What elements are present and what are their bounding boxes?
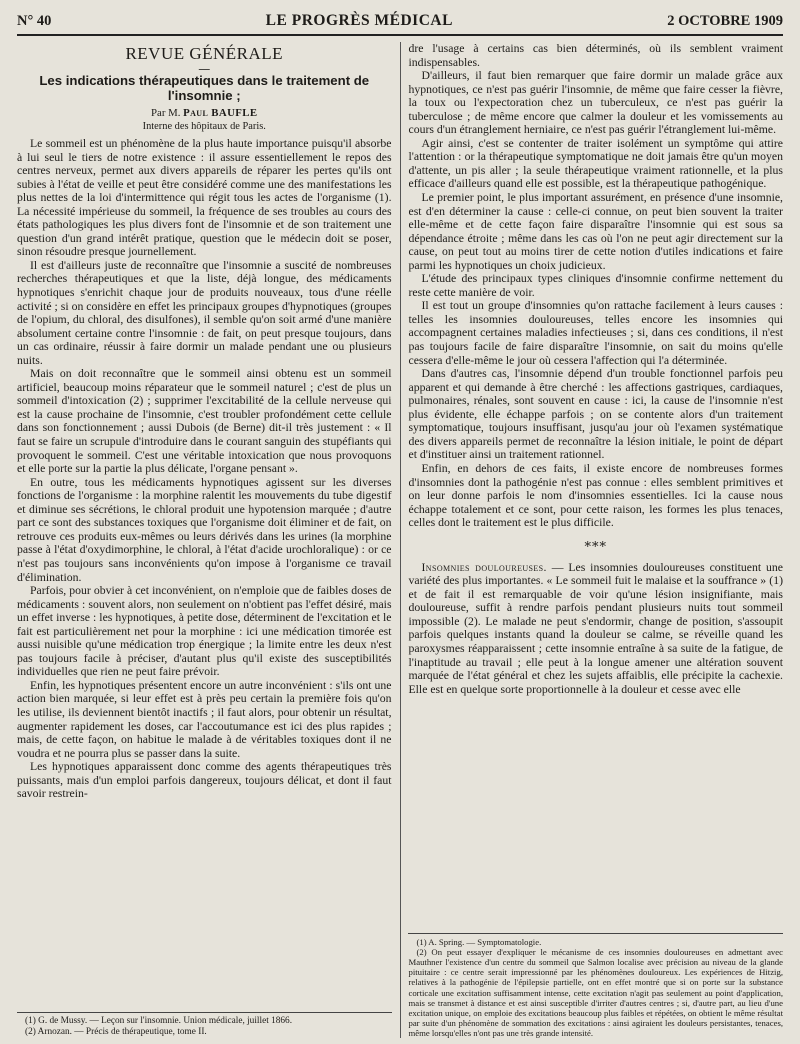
paragraph-insomnies-douloureuses	[408, 561, 783, 696]
two-column-body	[17, 42, 783, 1038]
paragraph: Enfin, en dehors de ces faits, il existe encore de nombreuses formes d'insomnies dont la pathogénie n'est pas connue : elles semblent primitives et on leur donne parfois le nom d'insomnies essentielles. Ici la cause nous échappe totalement et ce sont, pour cette raison, les formes les plus tenaces, celles dont le traitement est le plus difficile.	[408, 461, 783, 530]
footnote: (2) On peut essayer d'expliquer le mécanisme de ces insomnies douloureuses en admettant avec Mauthner l'existence d'un centre du sommeil que Salmon localise avec précision au niveau de la glande pituitaire : ce centre serait impressionné par les phénomènes douloureux. Les expériences de Hitzig, relatives à la pathogénie de l'épilepsie partielle, ont en effet montré que si on porte sur la substance corticale une excitation suffisamment intense, cette excitation n'agit pas seulement au point d'application, mais se transmet à distance et est ainsi susceptible d'irriter d'autres centres ; si, d'autre part, au lieu d'une excitation unique, on emploie des excitations beaucoup plus faibles et répétées, on obtient le même résultat par suite d'un phénomène de sommation des excitations : ainsi agiraient les douleurs persistantes, tenaces, même lorsqu'elles n'ont pas une très grande intensité.	[408, 947, 783, 1038]
paragraph: Dans d'autres cas, l'insomnie dépend d'un trouble fonctionnel parfois peu apparent et qui demande à être cherché : les affections gastriques, cardiaques, pulmonaires, rénales, sont souvent en cause : ici, la cause de l'insomnie n'est plus évidente, elle échappe parfois ; on se contente alors d'un traitement symptomatique, toujours insuffisant, jusqu'au jour où l'examen systématique des divers appareils permet de reconnaître la lésion initiale, le point de départ et d'instituer ainsi un traitement rationnel.	[408, 367, 783, 462]
author-prefix: Par M.	[151, 107, 184, 119]
author-affiliation: Interne des hôpitaux de Paris.	[142, 121, 266, 132]
paragraph: Agir ainsi, c'est se contenter de traiter isolément un symptôme qui attire l'attention : or la thérapeutique symptomatique ne doit jamais être qu'un moyen d'attente, un pis aller ; la seule thérapeutique vraiment rationnelle, et la plus efficace d'ailleurs quand elle est possible, est la thérapeutique pathogénique.	[408, 136, 783, 191]
right-column	[408, 42, 783, 1038]
header-rule	[17, 34, 783, 36]
paragraph: Parfois, pour obvier à cet inconvénient, on n'emploie que de faibles doses de médicaments : souvent alors, non seulement on n'obtient pas l'effet désiré, mais un effet inverse : les hypnotiques, à petite dose, déterminent de l'excitation et le fait est particulièrement net pour la morphine : ici une médication timorée est aussi nuisible qu'une médication trop énergique ; la limite entre les deux n'est pas toujours facile à préciser, d'autant plus qu'il existe des susceptibilités individuelles que rien ne peut faire prévoir.	[17, 584, 392, 679]
left-column	[17, 42, 392, 1038]
paragraph: Le sommeil est un phénomène de la plus haute importance puisqu'il absorbe à lui seul le tiers de notre existence : il assure essentiellement le repos des centres nerveux, permet aux divers appareils de réparer les pertes qu'ils ont subies à l'état de veille et peut être considéré comme une des manifestations les plus nettes de la loi d'intermittence qui régit tous les actes de l'organisme (1). La nécessité impérieuse du sommeil, la fréquence de ses troubles au cours des états pathologiques les plus divers font de l'insomnie et de son traitement une question d'un grand intérêt pratique, question que le médecin doit se poser, sinon résoudre presque journellement.	[17, 137, 392, 259]
paragraph: Il est d'ailleurs juste de reconnaître que l'insomnie a suscité de nombreuses recherches thérapeutiques et que la liste, déjà longue, des médicaments hypnotiques s'enrichit chaque jour de produits nouveaux, tous d'une réelle activité ; si on considère en effet les principaux groupes d'hypnotiques (groupes de l'opium, du chloral, des disulfones), il semble qu'on soit armé d'une manière absolument certaine contre l'insomnie : de fait, on peut presque toujours, dans un cas ordinaire, réussir à faire dormir un malade pendant une ou plusieurs nuits.	[17, 258, 392, 367]
issue-number: N° 40	[17, 13, 52, 29]
paragraph: L'étude des principaux types cliniques d'insomnie confirme nettement du reste cette manière de voir.	[408, 272, 783, 299]
paragraph: Il est tout un groupe d'insomnies qu'on rattache facilement à leurs causes : telles les insomnies douloureuses, telles encore les insomnies qui accompagnent certaines maladies infectieuses ; si, dans ces conditions, il n'est pas toujours facile de faire disparaître l'insomnie, on sait du moins qu'elle cessera d'elle-même le jour où cessera l'affection qui l'a déterminée.	[408, 299, 783, 367]
paragraph: Enfin, les hypnotiques présentent encore un autre inconvénient : s'ils ont une action bien marquée, si leur effet est à près peu certain la première fois qu'on les utilise, ils deviennent bientôt inactifs ; il faut alors, pour obtenir un résultat, augmenter rapidement les doses, car l'accoutumance est ici des plus rapides ; mais, de cette façon, on habitue le malade à de véritables toxiques dont il ne voudra et ne pourra plus se passer dans la suite.	[17, 678, 392, 760]
footnote: (1) G. de Mussy. — Leçon sur l'insomnie. Union médicale, juillet 1866.	[25, 1016, 293, 1027]
subsection-text: — Les insomnies douloureuses constituent une variété des plus importantes. « Le sommeil fuit le malaise et la souffrance » (1) et de fait il est remarquable de voir qu'une lésion insignifiante, mais douloureuse, suffit à rendre parfois pendant plusieurs nuits tout sommeil impossible (2). Le malade ne peut s'endormir, change de position, s'assoupit parfois quelques instants quand la douleur se calme, se réveille quand les paroxysmes réapparaissent ; cette insomnie entraîne à sa suite de la fatigue, de l'inaptitude au travail ; elle peut à la longue amener une altération souvent marquée de l'état général et chez les sujets affaiblis, elle précipite la cachexie. Elle est en quelque sorte proportionnelle à la douleur et cesse avec elle	[408, 560, 783, 696]
paragraph: Mais on doit reconnaître que le sommeil ainsi obtenu est un sommeil artificiel, beaucoup moins réparateur que le sommeil naturel ; c'est de plus un sommeil d'intoxication (2) ; supprimer l'excitabilité de la cellule nerveuse qui est la cause prochaine de l'insomnie, c'est troubler profondément cette cellule dans son fonctionnement ; aussi Dubois (de Berne) dit-il très justement : « Il faut se faire un scrupule d'introduire dans le courant sanguin des stupéfiants qui provoquent le sommeil. C'est une véritable intoxication que nous provoquons et elle porte sur la partie la plus délicate, l'organe pensant ».	[17, 367, 392, 476]
paragraph: D'ailleurs, il faut bien remarquer que faire dormir un malade grâce aux hypnotiques, ce n'est pas guérir l'insomnie, de même que faire cesser la fièvre, la toux ou l'expectoration chez un tuberculeux, ce n'est pas guérir la tuberculose ; de même encore que calmer la douleur et les vomissements au cours d'un étranglement herniaire, ce n'est pas guérir l'étranglement lui-même.	[408, 69, 783, 137]
section-dash: —	[198, 62, 211, 76]
paragraph: Le premier point, le plus important assurément, en présence d'une insomnie, est d'en déterminer la cause : celle-ci connue, on peut bien souvent la traiter elle-même et de cette façon faire disparaître l'insomnie qui est sous sa dépendance étroite ; même dans les cas où l'on ne peut agir directement sur la cause, on peut tout au moins tirer de cette notion d'utiles indications et faire parmi les hypnotiques un choix judicieux.	[408, 191, 783, 272]
section-title: REVUE GÉNÉRALE	[125, 44, 284, 63]
running-header	[17, 12, 783, 34]
footnote: (2) Arnozan. — Précis de thérapeutique, tome II.	[25, 1027, 207, 1038]
subsection-label: Insomnies douloureuses.	[421, 560, 547, 574]
section-break-asterism: ***	[584, 539, 607, 555]
paragraph: En outre, tous les médicaments hypnotiques agissent sur les diverses fonctions de l'organisme : la morphine ralentit les mouvements du tube digestif et diminue ses sécrétions, le chloral produit une hypotension marquée ; d'autre part ce sont des substances toxiques que l'organisme doit éliminer et de fait, on retrouve ces produits eux-mêmes ou leurs dérivés dans les urines (la morphine passe à l'état d'oxydimorphine, le chloral, à l'état d'acide urochloralique) : or ce n'est pas toujours sans inconvénients qu'on impose à l'organisme ce travail d'élimination.	[17, 475, 392, 584]
article-title: Les indications thérapeutiques dans le traitement de l'insomnie ;	[39, 73, 370, 103]
journal-title: LE PROGRÈS MÉDICAL	[265, 12, 453, 29]
paragraph: Les hypnotiques apparaissent donc comme des agents thérapeutiques très puissants, mais d'un emploi parfois dangereux, toujours délicat, et dont il faut savoir restrein-	[17, 760, 392, 801]
footnote: (1) A. Spring. — Symptomatologie.	[416, 937, 542, 948]
issue-date: 2 OCTOBRE 1909	[667, 13, 783, 29]
article-byline	[17, 107, 392, 120]
author-name: Paul BAUFLE	[183, 107, 258, 119]
footnotes-right	[408, 933, 783, 1038]
column-divider	[400, 42, 401, 1038]
footnotes-left	[17, 1012, 392, 1038]
paragraph: dre l'usage à certains cas bien déterminés, où ils semblent vraiment indispensables.	[408, 42, 783, 69]
